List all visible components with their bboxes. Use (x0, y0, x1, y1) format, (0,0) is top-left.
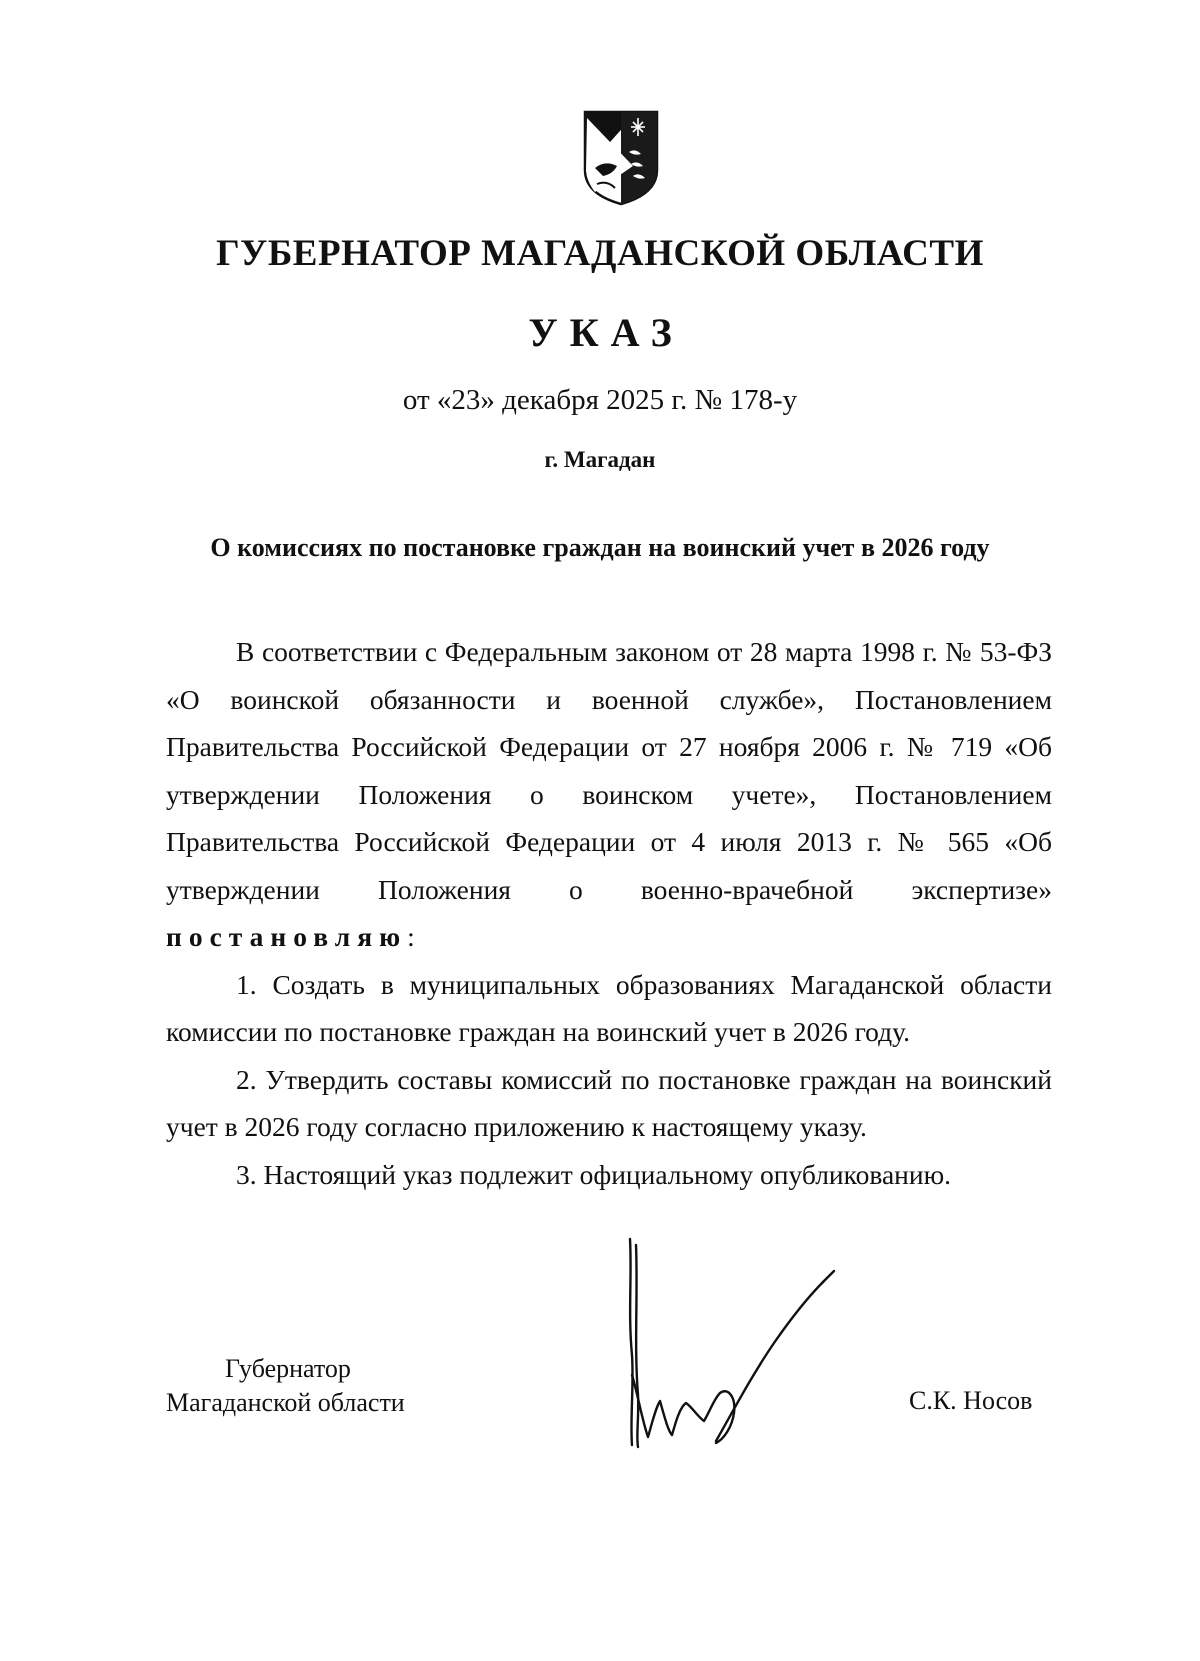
decree-punct: : (407, 921, 415, 952)
document-type: УКАЗ (528, 310, 684, 355)
issuing-authority: ГУБЕРНАТОР МАГАДАНСКОЙ ОБЛАСТИ (216, 233, 984, 274)
signatory-position-line2: Магаданской области (166, 1388, 405, 1417)
document-body (166, 628, 1052, 1198)
signatory-position (166, 1352, 405, 1420)
decree-line (166, 913, 1052, 961)
document-date-number: от «23» декабря 2025 г. № 178-у (402, 384, 798, 416)
decree-word: постановляю (166, 921, 408, 952)
preamble-paragraph (166, 628, 1052, 913)
document-subject: О комиссиях по постановке граждан на воинский учет в 2026 году (210, 533, 990, 562)
list-item: 2. Утвердить составы комиссий по постановке граждан на воинский учет в 2026 году согласно приложению к настоящему указу. (166, 1063, 1052, 1142)
list-item: 3. Настоящий указ подлежит официальному опубликованию. (236, 1158, 952, 1190)
signatory-name: С.К. Носов (909, 1386, 1033, 1415)
signatory-position-line1: Губернатор (225, 1354, 351, 1383)
coat-of-arms-icon (581, 108, 661, 208)
list-item: 1. Создать в муниципальных образованиях Магаданской области комиссии по постановке граждан на воинский учет в 2026 году. (166, 968, 1052, 1047)
handwritten-signature (612, 1235, 842, 1455)
preamble-text: В соответствии с Федеральным законом от 28 марта 1998 г. № 53-ФЗ «О воинской обязанности и военной службе», Постановлением Правительства Российской Федерации от 27 ноября 2006 г. № 719 «Об утверждении Положения о воинском учете», Постановлением Правительства Российской Федерации от 4 июля 2013 г. № 565 «Об утверждении Положения о военно-врачебной экспертизе» (166, 636, 1052, 905)
document-city: г. Магадан (544, 447, 656, 472)
